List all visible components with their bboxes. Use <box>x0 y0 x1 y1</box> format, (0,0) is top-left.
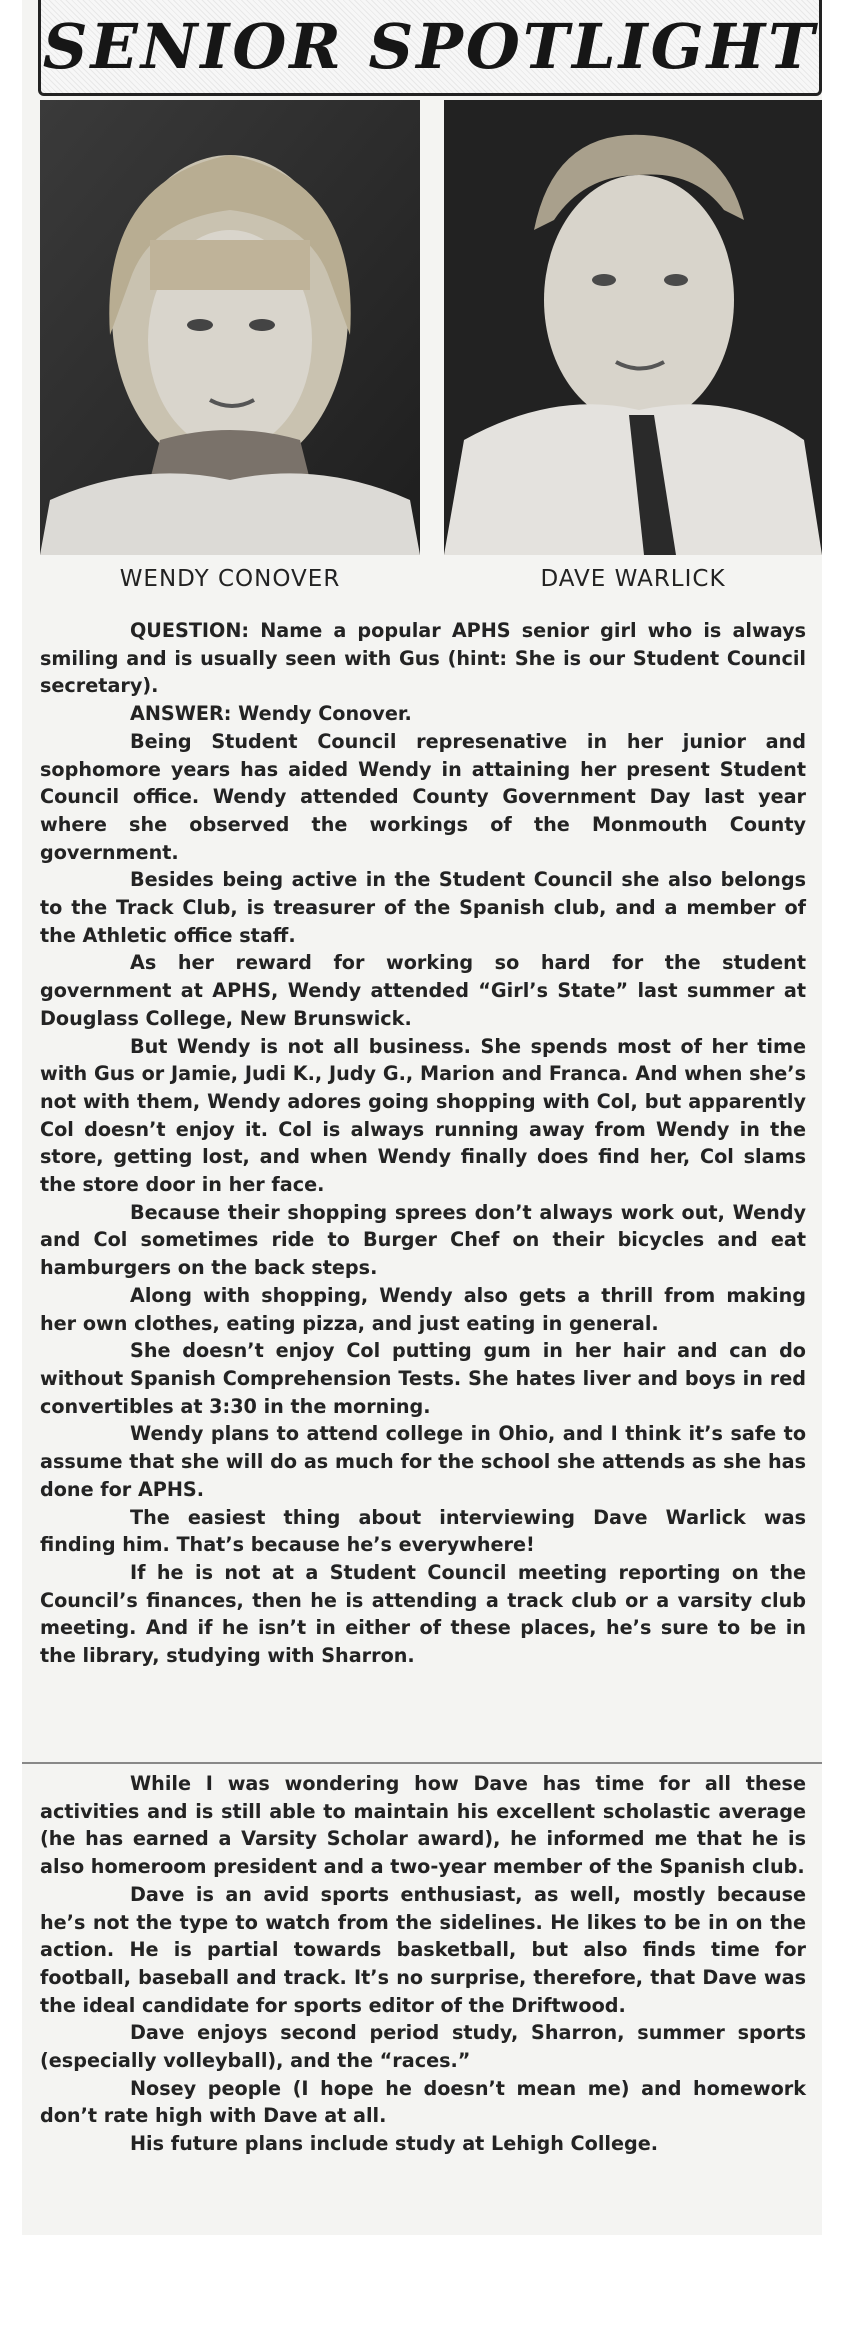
paragraph: If he is not at a Student Council meeting reporting on the Council’s finances, then he is attending a track club or a varsity club meeting. And if he isn’t in either of these places, he’s sure to be in the library, studying with Sharron. <box>40 1560 806 1668</box>
paragraph: His future plans include study at Lehigh College. <box>130 2132 659 2156</box>
photo-dave-warlick <box>444 100 822 555</box>
paragraph: The easiest thing about interviewing Dave Warlick was finding him. That’s because he’s everywhere! <box>40 1505 806 1557</box>
paragraph: Because their shopping sprees don’t always work out, Wendy and Col sometimes ride to Burger Chef on their bicycles and eat hamburgers on the back steps. <box>40 1200 806 1280</box>
portrait-girl-image <box>40 100 420 555</box>
article-column <box>40 617 806 1670</box>
article-continued-column <box>40 1770 806 2158</box>
paragraph: Besides being active in the Student Council she also belongs to the Track Club, is treasurer of the Spanish club, and a member of the Athletic office staff. <box>40 868 806 947</box>
paragraph: As her reward for working so hard for the student government at APHS, Wendy attended “Girl’s State” last summer at Douglass College, New Brunswick. <box>40 951 806 1030</box>
paragraph: Being Student Council represenative in her junior and sophomore years has aided Wendy in attaining her present Student Council office. Wendy attended County Government Day last year where she observed the workings of the Monmouth County government. <box>40 729 806 864</box>
paragraph: Dave enjoys second period study, Sharron, summer sports (especially volleyball), and the “races.” <box>40 2021 806 2073</box>
paragraph: Dave is an avid sports enthusiast, as well, mostly because he’s not the type to watch from the sidelines. He likes to be in on the action. He is partial towards basketball, but also finds time for football, baseball and track. It’s no surprise, therefore, that Dave was the ideal candidate for sports editor of the Driftwood. <box>40 1882 806 2017</box>
paragraph: ANSWER: Wendy Conover. <box>130 702 412 726</box>
paragraph: But Wendy is not all business. She spends most of her time with Gus or Jamie, Judi K., Judy G., Marion and Franca. And when she’s not with them, Wendy adores going shopping with Col, but apparently Col doesn’t enjoy it. Col is always running away from Wendy in the store, getting lost, and when Wendy finally does find her, Col slams the store door in her face. <box>40 1034 806 1197</box>
banner-title: SENIOR SPOTLIGHT <box>42 10 818 83</box>
photo-wendy-conover <box>40 100 420 555</box>
paragraph: Along with shopping, Wendy also gets a thrill from making her own clothes, eating pizza, and just eating in general. <box>40 1283 806 1335</box>
paragraph: QUESTION: Name a popular APHS senior girl who is always smiling and is usually seen with Gus (hint: She is our Student Council secretary). <box>40 619 806 698</box>
portrait-boy-image <box>444 100 822 555</box>
paragraph: Nosey people (I hope he doesn’t mean me) and homework don’t rate high with Dave at all. <box>40 2076 806 2128</box>
paragraph: She doesn’t enjoy Col putting gum in her hair and can do without Spanish Comprehension Tests. She hates liver and boys in red convertibles at 3:30 in the morning. <box>40 1339 806 1418</box>
banner <box>38 0 822 96</box>
paragraph: Wendy plans to attend college in Ohio, and I think it’s safe to assume that she will do as much for the school she attends as she has done for APHS. <box>40 1422 806 1501</box>
column-divider <box>22 1762 822 1764</box>
paragraph: While I was wondering how Dave has time for all these activities and is still able to maintain his excellent scholastic average (he has earned a Varsity Scholar award), he informed me that he is also homeroom president and a two-year member of the Spanish club. <box>40 1772 806 1879</box>
caption-wendy-conover: WENDY CONOVER <box>119 566 341 592</box>
caption-dave-warlick: DAVE WARLICK <box>540 566 726 592</box>
